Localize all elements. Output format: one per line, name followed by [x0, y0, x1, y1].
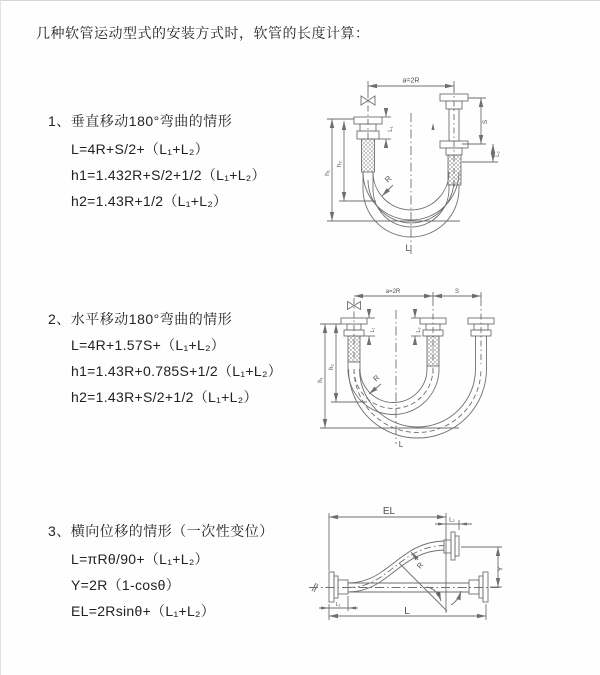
dim-label-l1-1: L₁ — [388, 126, 394, 132]
section-2-formula-h2: h2=1.43R+S/2+1/2（L₁+L₂） — [71, 389, 258, 405]
dim-label-l2-2: L₂ — [416, 327, 422, 333]
middle-fitting — [420, 318, 446, 366]
diagram-vertical-180-bend — [314, 69, 596, 259]
section-3-formula-L: L=πRθ/90+（L₁+L₂） — [71, 551, 209, 567]
dim-label-r-3: R — [414, 560, 426, 571]
section-1-heading: 1、垂直移动180°弯曲的情形 — [48, 113, 233, 129]
section-3-formula-Y: Y=2R（1-cosθ） — [71, 577, 181, 593]
dim-label-h1-2: h₁ — [318, 377, 324, 383]
dim-label-r-1: R — [383, 174, 394, 185]
hose-arcs — [348, 336, 487, 438]
curved-hose — [348, 541, 444, 592]
dimension-lines — [320, 292, 481, 428]
dim-label-y-3: Y — [495, 566, 505, 572]
dim-label-l2-1: L₂ — [495, 151, 501, 157]
dim-label-l1-3: L₁ — [335, 602, 341, 608]
radius-line — [399, 563, 447, 611]
dimension-lines — [327, 81, 498, 221]
dim-label-l1-2: L₁ — [370, 327, 376, 333]
left-fitting — [329, 572, 348, 602]
dim-label-el-3: EL — [382, 506, 396, 517]
section-1-formula-L: L=4R+S/2+（L₁+L₂） — [71, 141, 209, 157]
left-fitting — [354, 117, 382, 172]
dim-label-h2-1: h₂ — [336, 160, 343, 168]
dim-label-r-2: R — [371, 373, 382, 384]
dim-label-s-2: S — [454, 289, 460, 295]
dim-label-a2r-1: a=2R — [402, 77, 420, 85]
section-2-heading: 2、水平移动180°弯曲的情形 — [48, 311, 233, 327]
theta-arc-right — [451, 591, 461, 605]
dim-label-length-3: L — [404, 606, 410, 617]
dim-label-theta-3: θ — [436, 591, 440, 598]
left-fitting — [341, 318, 367, 362]
section-1-formula-h1: h1=1.432R+S/2+1/2（L₁+L₂） — [71, 167, 266, 183]
dimension-lines — [319, 513, 502, 620]
section-2-formula-h1: h1=1.43R+0.785S+1/2（L₁+L₂） — [71, 363, 282, 379]
diagram-lateral-displacement — [301, 503, 600, 661]
dim-label-h2-2: h₂ — [329, 364, 335, 370]
section-1-formula-h2: h2=1.43R+1/2（L₁+L₂） — [71, 193, 228, 209]
section-3-heading: 3、横向位移的情形（一次性变位） — [48, 523, 274, 539]
section-2-formula-L: L=4R+1.57S+（L₁+L₂） — [71, 337, 226, 353]
page-title: 几种软管运动型式的安装方式时，软管的长度计算： — [36, 25, 370, 41]
dim-label-s-1: S — [482, 119, 489, 125]
dim-label-a2r-2: a=2R — [385, 289, 401, 295]
right-fitting — [440, 94, 468, 185]
dim-label-length-2: L — [398, 440, 404, 449]
centerlines — [368, 87, 454, 255]
dim-label-length-1: L — [405, 243, 411, 253]
right-fitting — [469, 572, 488, 602]
section-3-formula-EL: EL=2Rsinθ+（L₁+L₂） — [71, 603, 216, 619]
dim-label-l2-3: L₂ — [449, 517, 455, 524]
dim-label-h1-1: h₁ — [324, 170, 331, 176]
diagram-horizontal-180-bend — [309, 284, 600, 459]
